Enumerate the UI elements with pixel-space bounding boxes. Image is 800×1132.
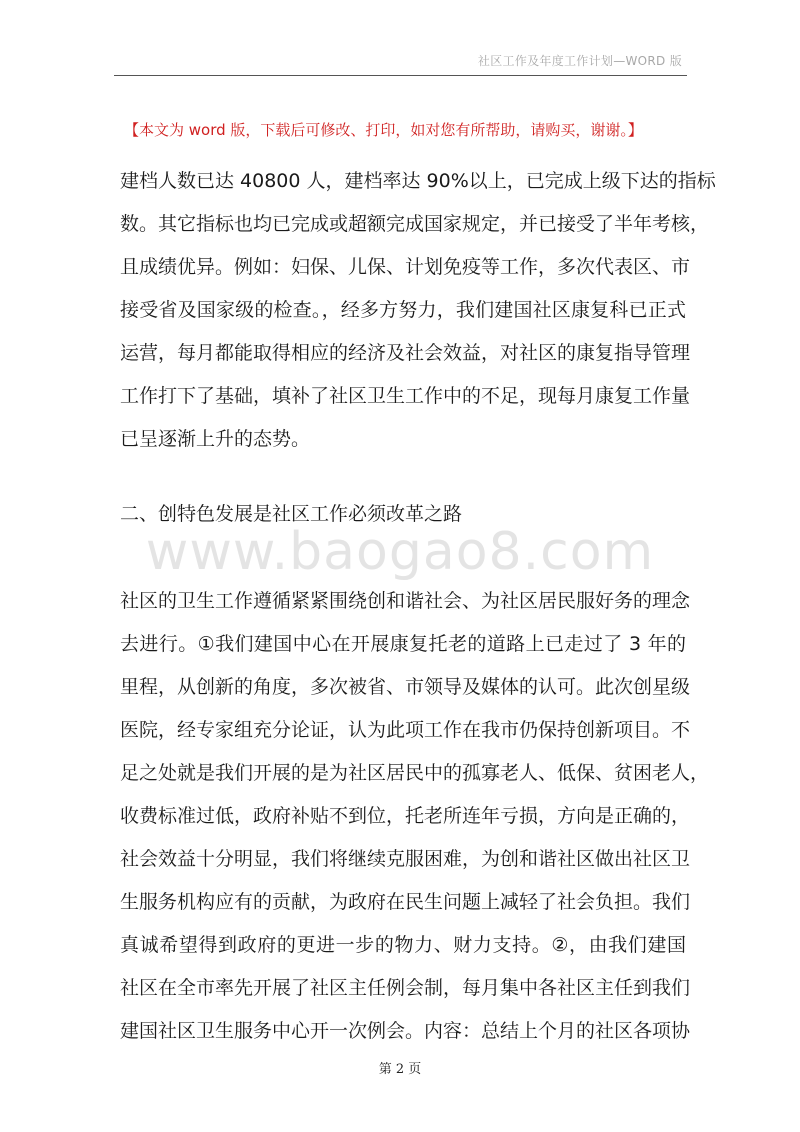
- text-line: 社区的卫生工作遵循紧紧围绕创和谐社会、为社区居民服好务的理念: [120, 590, 691, 612]
- watermark: www.baogao8.com: [145, 522, 655, 582]
- text-line: 接受省及国家级的检查。，经多方努力，我们建国社区康复科已正式: [120, 299, 686, 321]
- text-line: 建国社区卫生服务中心开一次例会。内容：总结上个月的社区各项协: [120, 1020, 691, 1042]
- page-number: 第 2 页: [378, 1062, 422, 1077]
- text-line: 社会效益十分明显，我们将继续克服困难，为创和谐社区做出社区卫: [120, 848, 691, 870]
- text-line: 生服务机构应有的贡献，为政府在民生问题上减轻了社会负担。我们: [120, 891, 691, 913]
- text-line: 去进行。①我们建国中心在开展康复托老的道路上已走过了 3 年的: [120, 633, 686, 655]
- text-line: 已呈逐渐上升的态势。: [120, 428, 311, 450]
- header-divider: [114, 75, 687, 76]
- text-line: 运营，每月都能取得相应的经济及社会效益，对社区的康复指导管理: [120, 342, 691, 364]
- section-heading: 二、创特色发展是社区工作必须改革之路: [120, 503, 463, 525]
- text-line: 建档人数已达 40800 人，建档率达 90%以上，已完成上级下达的指标: [120, 170, 716, 192]
- body-paragraph-2: [120, 580, 710, 1053]
- running-header: 社区工作及年度工作计划—WORD 版: [477, 54, 682, 68]
- text-line: 里程，从创新的角度，多次被省、市领导及媒体的认可。此次创星级: [120, 676, 691, 698]
- body-paragraph-1: [120, 160, 716, 461]
- text-line: 工作打下了基础，填补了社区卫生工作中的不足，现每月康复工作量: [120, 385, 691, 407]
- text-line: 社区在全市率先开展了社区主任例会制，每月集中各社区主任到我们: [120, 977, 691, 999]
- text-line: 数。其它指标也均已完成或超额完成国家规定，并已接受了半年考核，: [120, 213, 710, 235]
- text-line: 真诚希望得到政府的更进一步的物力、财力支持。②，由我们建国: [120, 934, 686, 956]
- text-line: 医院，经专家组充分论证，认为此项工作在我市仍保持创新项目。不: [120, 719, 691, 741]
- text-line: 且成绩优异。例如：妇保、儿保、计划免疫等工作，多次代表区、市: [120, 256, 691, 278]
- text-line: 足之处就是我们开展的是为社区居民中的孤寡老人、低保、贫困老人，: [120, 762, 710, 784]
- text-line: 收费标准过低，政府补贴不到位，托老所连年亏损，方向是正确的，: [120, 805, 691, 827]
- purchase-notice: 【本文为 word 版，下载后可修改、打印，如对您有所帮助，请购买，谢谢。】: [124, 121, 643, 139]
